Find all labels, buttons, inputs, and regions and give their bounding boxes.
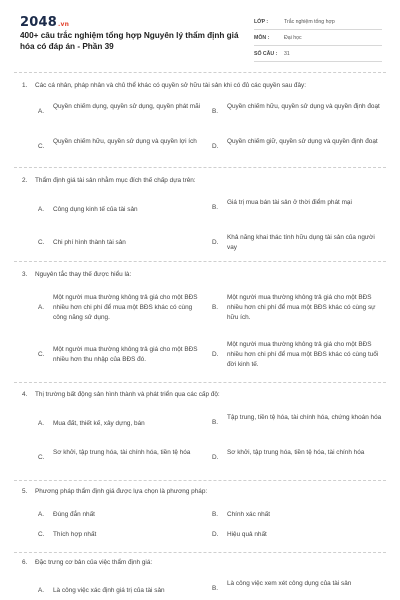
option-letter: D. xyxy=(212,454,219,461)
question-text: Các cá nhân, pháp nhân và chủ thể khác có quyền sở hữu tài sản khi có đủ các quyền sau đây: xyxy=(35,82,307,89)
option-letter: A. xyxy=(38,587,45,594)
option-text: Mua đất, thiết kế, xây dựng, bán xyxy=(53,420,145,427)
option-text: Quyền chiếm dụng, quyền sử dụng, quyền phát mãi xyxy=(53,103,201,110)
divider xyxy=(14,480,386,481)
document-meta xyxy=(254,14,382,62)
option-text: Sơ khởi, tập trung hóa, tiền tệ hóa, tài chính hóa xyxy=(227,449,365,456)
meta-key: LỚP : xyxy=(254,18,269,25)
option-a[interactable] xyxy=(38,102,203,122)
option-text: Tập trung, tiền tệ hóa, tài chính hóa, chứng khoán hóa xyxy=(227,414,382,421)
question-number: 5. xyxy=(22,488,28,495)
option-letter: B. xyxy=(212,419,219,426)
option-text: Quyền chiếm giữ, quyền sử dụng và quyền định đoạt xyxy=(227,138,378,145)
question-1 xyxy=(22,82,384,90)
meta-value: Đại học xyxy=(284,34,302,41)
option-text: Một người mua thường không trả giá cho một BĐS nhiều hơn chi phí để mua một BĐS khác có cùng công năng sử dụng. xyxy=(53,294,198,321)
option-text: Hiệu quả nhất xyxy=(227,531,267,538)
question-number: 1. xyxy=(22,82,28,89)
option-a[interactable] xyxy=(38,510,203,520)
logo-text: 2048 xyxy=(20,15,57,30)
question-2 xyxy=(22,177,384,185)
divider xyxy=(14,261,386,262)
option-letter: A. xyxy=(38,511,45,518)
option-c[interactable] xyxy=(38,345,206,365)
meta-row-count xyxy=(254,46,382,62)
document-header xyxy=(0,0,400,70)
divider xyxy=(14,552,386,553)
site-logo[interactable] xyxy=(20,15,69,30)
option-letter: B. xyxy=(212,585,219,592)
option-c[interactable] xyxy=(38,137,203,157)
option-text: Đúng đắn nhất xyxy=(53,511,95,518)
option-letter: C. xyxy=(38,143,45,150)
option-text: Chi phí hình thành tài sản xyxy=(53,239,126,246)
option-letter: D. xyxy=(212,531,219,538)
meta-key: MÔN : xyxy=(254,34,270,41)
option-text: Giá trị mua bán tài sản ở thời điểm phát mại xyxy=(227,199,352,206)
meta-value: 31 xyxy=(284,50,290,57)
option-letter: B. xyxy=(212,304,219,311)
question-text: Thẩm định giá tài sản nhằm mục đích thế chấp dựa trên: xyxy=(35,177,196,184)
option-letter: C. xyxy=(38,454,45,461)
question-4 xyxy=(22,391,384,399)
option-a[interactable] xyxy=(38,293,206,323)
question-text: Đặc trưng cơ bản của việc thẩm định giá: xyxy=(35,559,153,566)
option-text: Quyền chiếm hữu, quyền sử dụng và quyền định đoạt xyxy=(227,103,380,110)
question-number: 4. xyxy=(22,391,28,398)
option-d[interactable] xyxy=(212,448,384,468)
option-c[interactable] xyxy=(38,238,203,248)
option-letter: A. xyxy=(38,108,45,115)
option-a[interactable] xyxy=(38,205,203,215)
option-c[interactable] xyxy=(38,530,203,540)
option-text: Thích hợp nhất xyxy=(53,531,97,538)
option-letter: C. xyxy=(38,351,45,358)
logo-suffix: .vn xyxy=(57,21,70,28)
divider xyxy=(14,167,386,168)
document-title: 400+ câu trắc nghiệm tổng hợp Nguyên lý thẩm định giá hóa có đáp án - Phần 39 xyxy=(20,31,239,51)
option-letter: D. xyxy=(212,351,219,358)
divider xyxy=(14,72,386,73)
question-text: Phương pháp thẩm định giá được lựa chọn là phương pháp: xyxy=(35,488,208,495)
option-d[interactable] xyxy=(212,340,384,370)
option-letter: C. xyxy=(38,531,45,538)
question-number: 2. xyxy=(22,177,28,184)
option-text: Một người mua thường không trả giá cho một BĐS nhiều hơn chi phí để mua một BĐS khác có cùng tuổi đời kinh tế. xyxy=(227,341,379,368)
question-3 xyxy=(22,271,384,279)
option-d[interactable] xyxy=(212,233,384,253)
option-b[interactable] xyxy=(212,293,384,323)
question-text: Thị trường bất động sản hình thành và phát triển qua các cấp độ: xyxy=(35,391,220,398)
question-5 xyxy=(22,488,384,496)
question-6 xyxy=(22,559,384,567)
option-letter: D. xyxy=(212,143,219,150)
option-text: Một người mua thường không trả giá cho một BĐS nhiều hơn chi phí để mua một BĐS khác có cùng sự hữu ích. xyxy=(227,294,376,321)
meta-value: Trắc nghiệm tổng hợp xyxy=(284,18,335,25)
option-d[interactable] xyxy=(212,137,384,157)
option-text: Quyền chiếm hữu, quyền sử dụng và quyền lợi ích xyxy=(53,138,197,145)
option-letter: C. xyxy=(38,239,45,246)
option-text: Sơ khởi, tập trung hóa, tài chính hóa, tiền tệ hóa xyxy=(53,449,191,456)
option-text: Công dụng kinh tế của tài sản xyxy=(53,206,138,213)
divider xyxy=(14,382,386,383)
option-b[interactable] xyxy=(212,510,384,520)
option-a[interactable] xyxy=(38,586,203,596)
option-text: Khả năng khai thác tính hữu dụng tài sản của người vay xyxy=(227,234,375,251)
option-text: Là công việc xem xét công dụng của tài sản xyxy=(227,580,352,587)
option-text: Một người mua thường không trả giá cho một BĐS nhiều hơn thu nhập của BĐS đó. xyxy=(53,346,198,363)
option-d[interactable] xyxy=(212,530,384,540)
option-b[interactable] xyxy=(212,198,384,218)
option-a[interactable] xyxy=(38,419,203,429)
question-text: Nguyên tắc thay thế được hiểu là: xyxy=(35,271,132,278)
question-number: 6. xyxy=(22,559,28,566)
option-b[interactable] xyxy=(212,413,384,433)
option-letter: D. xyxy=(212,239,219,246)
option-letter: B. xyxy=(212,511,219,518)
option-text: Là công việc xác định giá trị của tài sản xyxy=(53,587,165,594)
option-b[interactable] xyxy=(212,579,384,599)
question-number: 3. xyxy=(22,271,28,278)
option-letter: A. xyxy=(38,206,45,213)
meta-row-subject xyxy=(254,30,382,46)
option-letter: A. xyxy=(38,420,45,427)
meta-key: SỐ CÂU : xyxy=(254,50,278,57)
option-letter: B. xyxy=(212,108,219,115)
meta-row-class xyxy=(254,14,382,30)
option-c[interactable] xyxy=(38,448,203,468)
option-b[interactable] xyxy=(212,102,384,122)
option-letter: A. xyxy=(38,304,45,311)
option-letter: B. xyxy=(212,204,219,211)
option-text: Chính xác nhất xyxy=(227,511,270,518)
